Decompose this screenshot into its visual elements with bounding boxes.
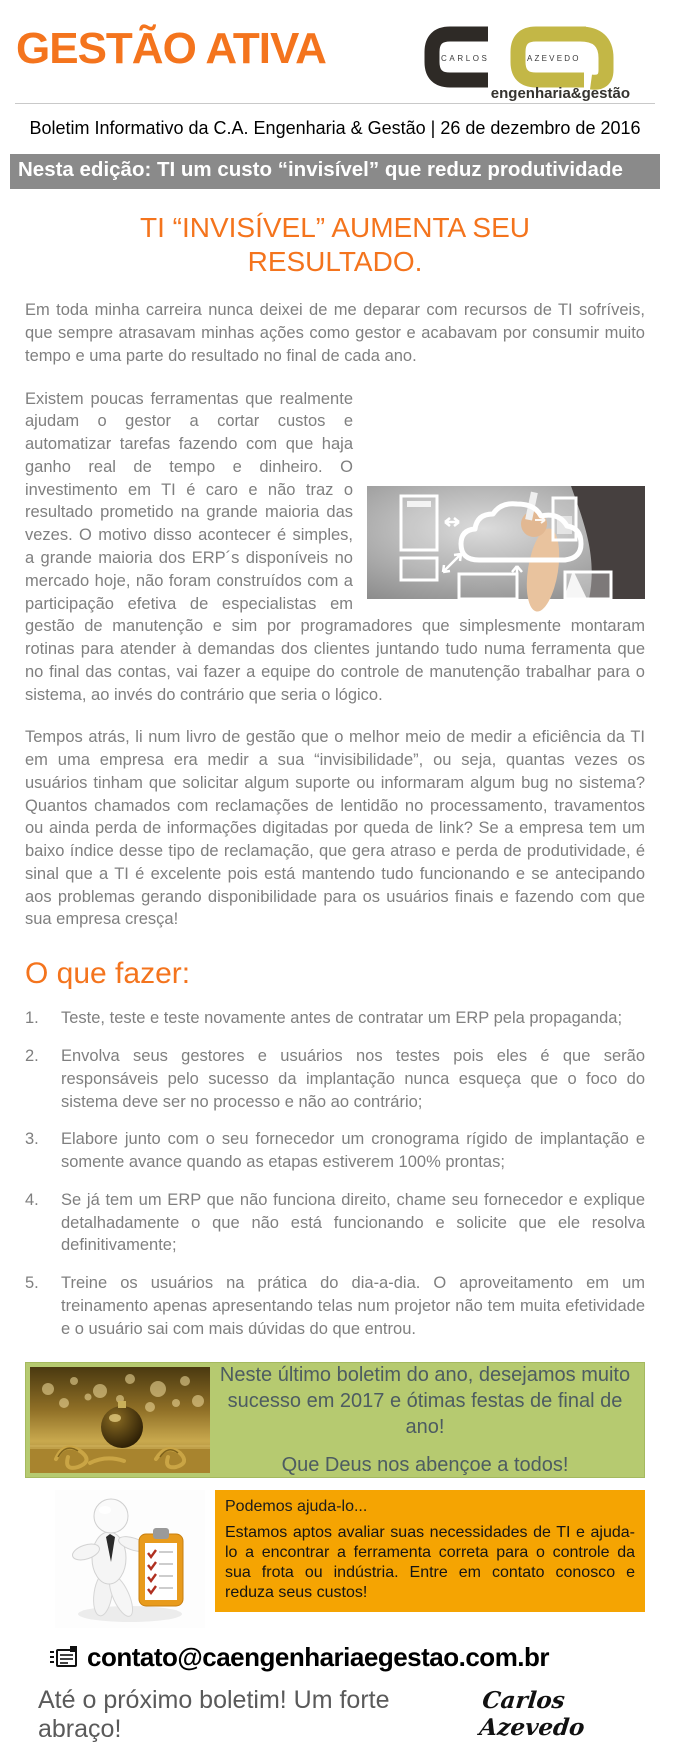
helper-figure-art (55, 1490, 205, 1628)
greeting-line-2: Que Deus nos abençoe a todos! (281, 1454, 569, 1477)
cloud-drawing-photo-art (367, 486, 645, 599)
list-item (25, 1045, 645, 1113)
paragraph-2-text-end: disponíveis no mercado hoje, não foram construídos com a participação efetiva de especialistas em gestão de manutenção e sim por programadores que simplesmente montaram rotinas para atender à demandas dos clientes juntando tudo numa ferramenta que no final das contas, vai fazer a equipe do controle de manutenção trabalhar para o sistema, ao invés do contrário que seria o lógico. (25, 548, 645, 704)
helper-figure-image (55, 1490, 205, 1628)
article-body (25, 299, 645, 931)
logo-name-left: CARLOS (441, 54, 490, 63)
masthead (0, 0, 670, 104)
article-headline: TI “INVISÍVEL” AUMENTA SEU RESULTADO. (139, 212, 530, 278)
article-paragraph-2 (25, 388, 645, 707)
help-box-title: Podemos ajuda-lo... (225, 1498, 368, 1516)
greeting-banner (25, 1362, 645, 1478)
christmas-ornament-photo (30, 1367, 210, 1473)
help-box (215, 1490, 645, 1612)
paragraph-3-text: Tempos atrás, li num livro de gestão que o melhor meio de medir a eficiência da TI em uma empresa era medir a sua “invisibilidade”, ou seja, quantas vezes os usuários tinham que solicitar algum suporte ou informaram algum bug no sistema? Quantos chamados com reclamações de lentidão no processamento, travamentos ou ainda perda de informações digitadas por queda de link? Se a empresa tem um baixo índice desse tipo de reclamação, que gera atraso e perda de produtividade, é sinal que a TI é excelente pois está mantendo tudo funcionando e se antecipando aos problemas gerando disponibilidade para os usuários finais e fazendo com que sua empresa cresça! (25, 728, 645, 929)
list-item-number: 2. (25, 1046, 39, 1065)
list-item-number: 3. (25, 1130, 39, 1149)
newsletter-title: GESTÃO ATIVA (16, 24, 326, 73)
what-to-do-list (25, 1007, 645, 1340)
christmas-ornament-art (30, 1367, 210, 1473)
footer-message: Até o próximo boletim! Um forte abraço! (38, 1686, 390, 1744)
list-item-text: Treine os usuários na prática do dia-a-dia. O aproveitamento em um treinamento apenas apresentando telas num projetor não tem muita efetividade e o usuário sai com mais dúvidas do que entrou. (61, 1274, 645, 1338)
company-logo (416, 20, 644, 100)
paragraph-2-text-start: Existem poucas ferramentas que realmente ajudam o gestor a cortar custos e automatizar tarefas fazendo com que haja ganho real de tempo e dinheiro. O investimento em TI é caro e não traz o resultado prometido na grande maioria das vezes. O motivo disso acontecer é simples, a grande maioria dos ERP´s (25, 389, 353, 567)
contact-email-link[interactable]: contato@caengenhariaegestao.com.br (87, 1642, 550, 1673)
what-to-do-heading: O que fazer: (25, 957, 191, 991)
newsletter-subtitle: Boletim Informativo da C.A. Engenharia & Gestão | 26 de dezembro de 2016 (29, 118, 641, 138)
greeting-line-1: Neste último boletim do ano, desejamos muito sucesso em 2017 e ótimas festas de final de ano! (219, 1364, 631, 1439)
list-item-number: 1. (25, 1009, 39, 1028)
footer (38, 1686, 670, 1744)
list-item-number: 4. (25, 1190, 39, 1209)
contact-row (48, 1642, 670, 1673)
list-item-text: Elabore junto com o seu fornecedor um cronograma rígido de implantação e somente avance quando as etapas estiverem 100% prontas; (61, 1130, 645, 1172)
signature: Carlos Azevedo (478, 1687, 587, 1742)
fax-email-icon (48, 1644, 80, 1671)
article-paragraph-1 (25, 299, 645, 367)
paragraph-1-text: Em toda minha carreira nunca deixei de me deparar com recursos de TI sofríveis, que sempre atrasavam minhas ações como gestor e acabavam por consumir muito tempo e uma parte do resultado no final de cada ano. (25, 301, 645, 365)
edition-banner: Nesta edição: TI um custo “invisível” que reduz produtividade (10, 154, 660, 189)
list-item (25, 1272, 645, 1340)
list-item-number: 5. (25, 1274, 39, 1293)
greeting-text (210, 1364, 640, 1477)
list-item (25, 1189, 645, 1257)
cloud-drawing-photo (367, 486, 645, 599)
logo-name-right: AZEVEDO (527, 54, 581, 63)
list-item-text: Se já tem um ERP que não funciona direito, chame seu fornecedor e explique detalhadamente o que não está funcionando e solicite que ele resolva definitivamente; (61, 1190, 645, 1255)
list-item (25, 1007, 645, 1030)
help-box-body: Estamos aptos avaliar suas necessidades de TI e ajuda-lo a encontrar a ferramenta correta para o controle da sua frota ou indústria. Entre em contato conosco e reduza seus custos! (225, 1524, 635, 1602)
list-item (25, 1128, 645, 1174)
help-strip (55, 1490, 645, 1628)
list-item-text: Envolva seus gestores e usuários nos testes pois eles é que serão responsáveis pelo sucesso da implantação nunca esqueça que o foco do sistema deve ser no processo e não ao contrário; (61, 1046, 645, 1111)
list-item-text: Teste, teste e teste novamente antes de contratar um ERP pela propaganda; (61, 1009, 623, 1028)
article-paragraph-3 (25, 726, 645, 931)
logo-tagline: engenharia&gestão (490, 85, 630, 102)
header-divider (15, 103, 655, 104)
